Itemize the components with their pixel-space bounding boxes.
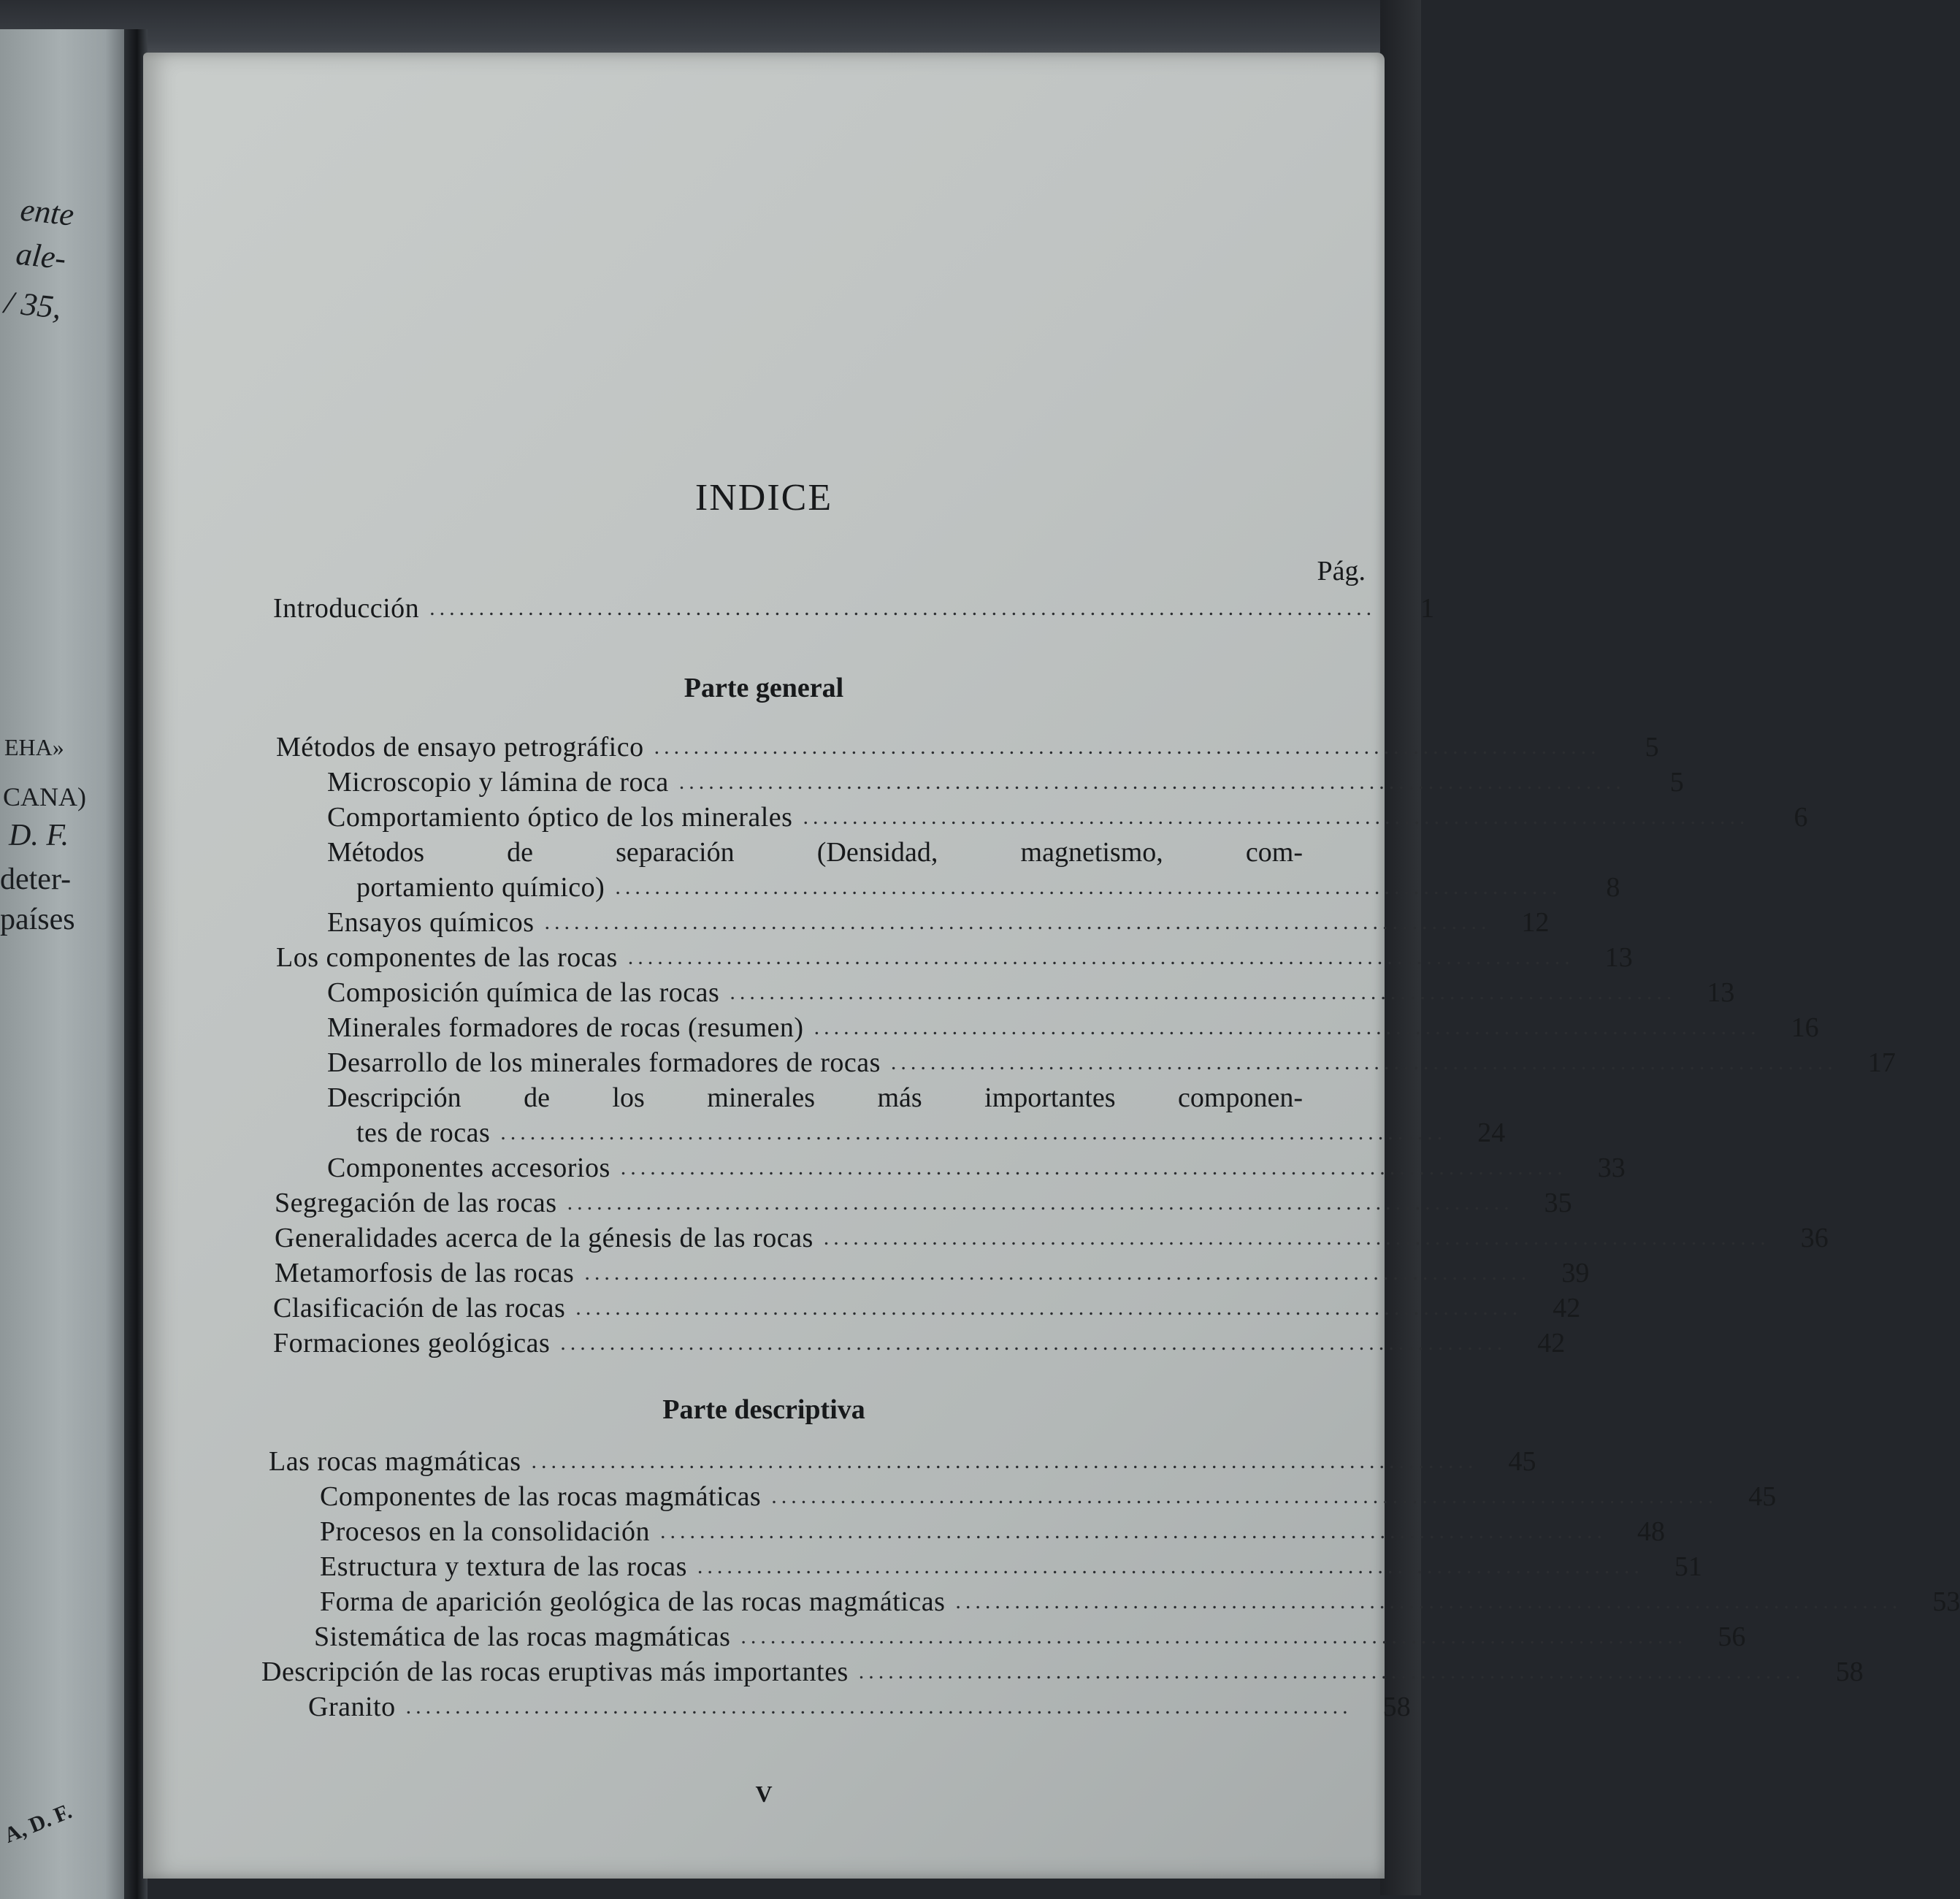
toc-entry bbox=[314, 1620, 1746, 1654]
facing-page-fragment: / 35, bbox=[2, 284, 64, 326]
facing-page-fragment: A, D. F. bbox=[1, 1799, 75, 1848]
toc-entry-title: Minerales formadores de rocas (resumen) bbox=[327, 1012, 804, 1043]
dot-leader: ................................................................................................ bbox=[740, 1624, 1688, 1648]
dot-leader: ................................................................................................ bbox=[575, 1296, 1523, 1320]
toc-entry bbox=[327, 765, 1684, 799]
toc-page-number: 33 bbox=[1597, 1153, 1626, 1183]
toc-entry bbox=[356, 871, 1620, 904]
toc-entry bbox=[327, 1046, 1896, 1080]
toc-entry-title: Formaciones geológicas bbox=[273, 1328, 551, 1359]
toc-entry-title: Composición química de las rocas bbox=[327, 977, 720, 1008]
page-folio: V bbox=[755, 1781, 773, 1807]
facing-page-fragment: ale- bbox=[14, 235, 68, 277]
toc-entry bbox=[320, 1515, 1665, 1548]
dot-leader: ................................................................................................ bbox=[584, 1261, 1531, 1285]
toc-entry-title: Descripción de las rocas eruptivas más importantes bbox=[261, 1657, 849, 1687]
dot-leader: ................................................................................................ bbox=[814, 1015, 1761, 1039]
toc-entry bbox=[276, 730, 1659, 764]
index-page bbox=[143, 53, 1960, 1879]
facing-page-fragment: deter- bbox=[0, 863, 72, 896]
section-heading-descriptive: Parte descriptiva bbox=[662, 1394, 865, 1425]
toc-entry bbox=[276, 941, 1633, 974]
dot-leader: ................................................................................................ bbox=[627, 945, 1574, 969]
facing-page-fragment: países bbox=[0, 903, 75, 936]
toc-entry-multiline bbox=[327, 1081, 1303, 1115]
toc-page-number: 6 bbox=[1794, 802, 1808, 833]
toc-page-number: 24 bbox=[1477, 1117, 1506, 1148]
toc-entry bbox=[273, 1326, 1566, 1360]
toc-entry-title-line1: Métodos de separación (Densidad, magnetismo, com- bbox=[327, 837, 1303, 868]
toc-page-number: 35 bbox=[1544, 1188, 1572, 1218]
toc-entry bbox=[273, 592, 1435, 625]
facing-page-fragment: D. F. bbox=[9, 819, 69, 852]
toc-entry bbox=[320, 1585, 1960, 1619]
toc-entry bbox=[275, 1221, 1829, 1255]
dot-leader: ................................................................................................ bbox=[697, 1554, 1644, 1578]
toc-entry-title: Las rocas magmáticas bbox=[269, 1446, 521, 1477]
toc-entry-title: Componentes accesorios bbox=[327, 1153, 610, 1183]
dot-leader: ................................................................................................ bbox=[858, 1659, 1805, 1684]
toc-entry-title: Estructura y textura de las rocas bbox=[320, 1551, 687, 1582]
toc-entry-title: Metamorfosis de las rocas bbox=[275, 1258, 575, 1288]
dot-leader: ................................................................................................ bbox=[620, 1155, 1567, 1180]
facing-page-fragment: ente bbox=[18, 191, 76, 233]
toc-entry bbox=[327, 976, 1735, 1009]
toc-entry bbox=[320, 1550, 1702, 1583]
toc-entry-title: Sistemática de las rocas magmáticas bbox=[314, 1621, 731, 1652]
toc-entry bbox=[261, 1655, 1864, 1689]
toc-entry-title: Granito bbox=[308, 1692, 396, 1722]
dot-leader: ................................................................................................ bbox=[429, 596, 1377, 620]
toc-entry bbox=[327, 801, 1808, 834]
toc-entry-title: Introducción bbox=[273, 593, 420, 624]
toc-page-number: 39 bbox=[1561, 1258, 1590, 1288]
toc-entry bbox=[275, 1256, 1590, 1290]
dot-leader: ................................................................................................ bbox=[544, 910, 1491, 934]
toc-page-number: 58 bbox=[1835, 1657, 1864, 1687]
toc-entry-title: Generalidades acerca de la génesis de las rocas bbox=[275, 1223, 814, 1253]
dot-leader: ................................................................................................ bbox=[560, 1331, 1507, 1355]
dot-leader: ................................................................................................ bbox=[678, 770, 1626, 794]
dot-leader: ................................................................................................ bbox=[500, 1120, 1447, 1145]
toc-entry bbox=[327, 906, 1550, 939]
toc-entry-title: Desarrollo de los minerales formadores de rocas bbox=[327, 1047, 881, 1078]
toc-page-number: 17 bbox=[1867, 1047, 1896, 1078]
toc-entry-title: Los componentes de las rocas bbox=[276, 942, 618, 973]
dot-leader: ................................................................................................ bbox=[659, 1519, 1607, 1543]
toc-entry-title: Clasificación de las rocas bbox=[273, 1293, 566, 1323]
dot-leader: ................................................................................................ bbox=[955, 1589, 1902, 1613]
facing-page-fragment: CANA) bbox=[3, 782, 86, 811]
toc-page-number: 53 bbox=[1932, 1586, 1960, 1617]
facing-page-fragment: EHA» bbox=[4, 734, 64, 760]
toc-page-number: 16 bbox=[1791, 1012, 1819, 1043]
toc-page-number: 5 bbox=[1645, 732, 1659, 763]
dot-leader: ................................................................................................ bbox=[654, 735, 1601, 759]
toc-entry-title: Microscopio y lámina de roca bbox=[327, 767, 669, 798]
toc-page-number: 51 bbox=[1674, 1551, 1702, 1582]
toc-page-number: 48 bbox=[1636, 1516, 1665, 1547]
toc-entry-title-line2: tes de rocas bbox=[356, 1117, 491, 1148]
toc-page-number: 13 bbox=[1707, 977, 1735, 1008]
toc-page-number: 45 bbox=[1748, 1481, 1777, 1512]
toc-entry-title: Componentes de las rocas magmáticas bbox=[320, 1481, 762, 1512]
toc-page-number: 45 bbox=[1508, 1446, 1536, 1477]
toc-entry-multiline bbox=[327, 836, 1303, 869]
dot-leader: ................................................................................................ bbox=[730, 980, 1677, 1004]
toc-entry bbox=[327, 1011, 1819, 1044]
toc-entry bbox=[356, 1116, 1506, 1150]
dot-leader: ................................................................................................ bbox=[615, 875, 1562, 899]
page-column-label: Pág. bbox=[1317, 556, 1366, 586]
toc-page-number: 8 bbox=[1606, 872, 1620, 903]
toc-entry-title-line2: portamiento químico) bbox=[356, 872, 605, 903]
toc-page-number: 42 bbox=[1553, 1293, 1581, 1323]
dot-leader: ................................................................................................ bbox=[823, 1226, 1770, 1250]
toc-entry bbox=[327, 1151, 1626, 1185]
toc-entry-title: Segregación de las rocas bbox=[275, 1188, 557, 1218]
toc-entry-title-line1: Descripción de los minerales más importantes componen- bbox=[327, 1082, 1303, 1113]
facing-page-edge bbox=[0, 29, 135, 1899]
toc-page-number: 42 bbox=[1537, 1328, 1566, 1359]
toc-page-number: 13 bbox=[1604, 942, 1633, 973]
page-title: INDICE bbox=[694, 477, 833, 519]
toc-entry-title: Forma de aparición geológica de las rocas magmáticas bbox=[320, 1586, 946, 1617]
dot-leader: ................................................................................................ bbox=[567, 1191, 1514, 1215]
toc-page-number: 58 bbox=[1382, 1692, 1411, 1722]
toc-entry-title: Métodos de ensayo petrográfico bbox=[276, 732, 644, 763]
toc-entry bbox=[308, 1690, 1411, 1724]
toc-page-number: 12 bbox=[1521, 907, 1550, 938]
toc-entry bbox=[320, 1480, 1777, 1513]
toc-page-number: 5 bbox=[1669, 767, 1684, 798]
toc-entry-title: Procesos en la consolidación bbox=[320, 1516, 650, 1547]
toc-entry bbox=[269, 1445, 1536, 1478]
dot-leader: ................................................................................................ bbox=[803, 805, 1750, 829]
toc-page-number: 56 bbox=[1718, 1621, 1746, 1652]
toc-entry-title: Comportamiento óptico de los minerales bbox=[327, 802, 793, 833]
dot-leader: ................................................................................................ bbox=[890, 1050, 1837, 1074]
dot-leader: ................................................................................................ bbox=[405, 1694, 1352, 1719]
dot-leader: ................................................................................................ bbox=[531, 1449, 1478, 1473]
toc-page-number: 1 bbox=[1420, 593, 1435, 624]
toc-page-number: 36 bbox=[1800, 1223, 1829, 1253]
toc-entry bbox=[273, 1291, 1581, 1325]
dot-leader: ................................................................................................ bbox=[771, 1484, 1718, 1508]
toc-entry-title: Ensayos químicos bbox=[327, 907, 535, 938]
toc-entry bbox=[275, 1186, 1572, 1220]
section-heading-general: Parte general bbox=[684, 673, 844, 703]
